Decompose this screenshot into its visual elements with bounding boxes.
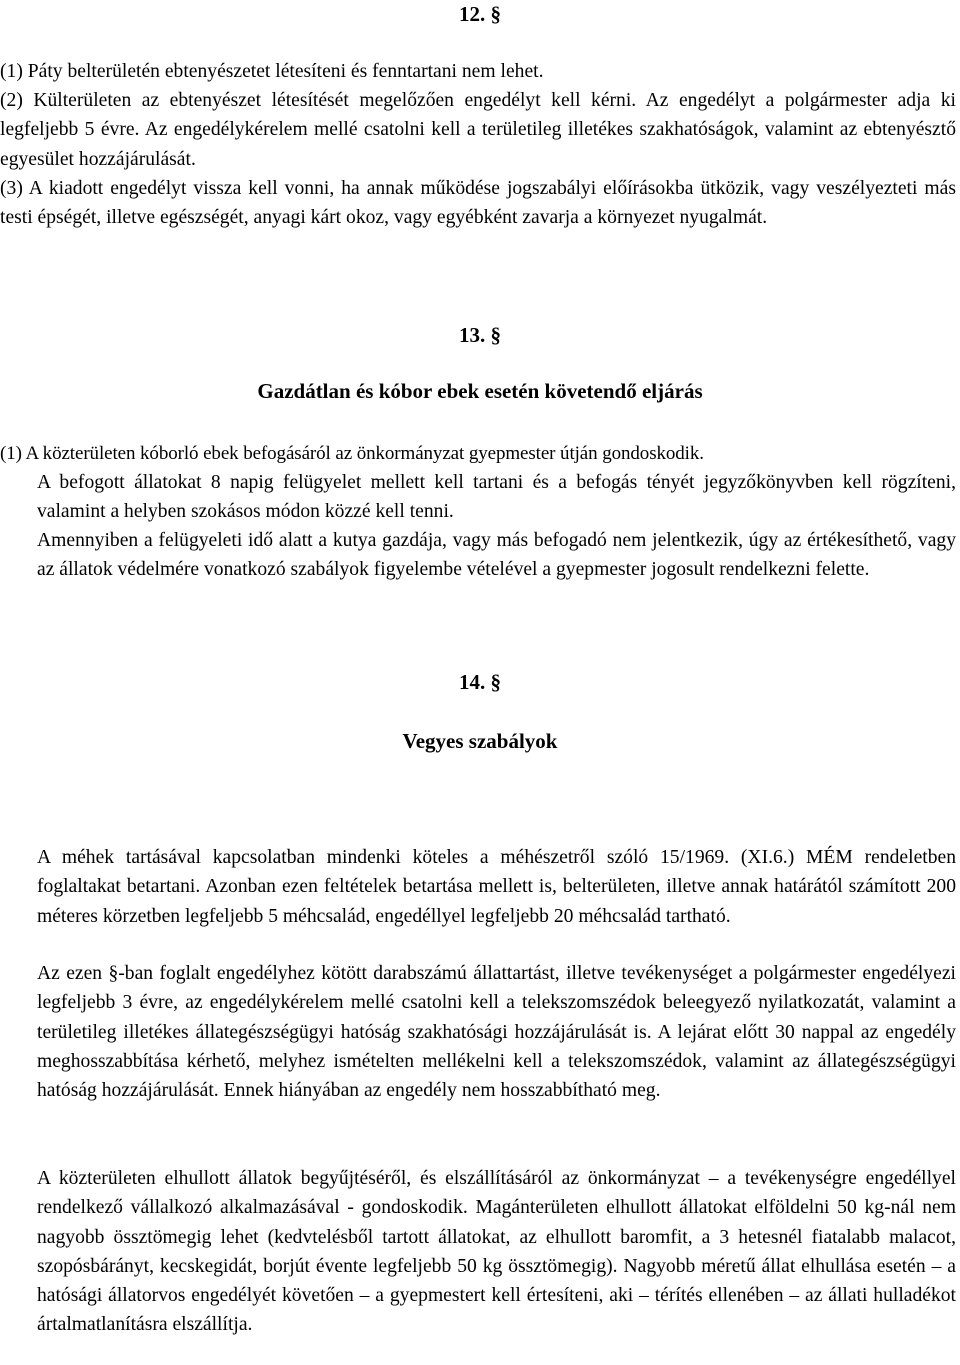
section-13-heading: 13. §	[459, 323, 501, 347]
sec14-paragraph-2	[0, 959, 956, 1105]
sec13-paragraph-2	[0, 468, 956, 527]
paragraph-number	[0, 468, 37, 497]
sec12-paragraph-3: (3) A kiadott engedélyt vissza kell vonni, ha annak működése jogszabályi előírásokba ütközik, vagy veszélyezteti más testi épségét, illetve egészségét, anyagi kárt okoz, vagy egyébként zavarja a környezet nyugalmát.	[0, 178, 956, 229]
paragraph-number	[0, 959, 37, 988]
paragraph-number	[0, 843, 37, 872]
sec13-paragraph-3	[0, 526, 956, 585]
sec12-paragraph-2: (2) Külterületen az ebtenyészet létesítését megelőzően engedélyt kell kérni. Az engedélyt a polgármester adja ki legfeljebb 5 évre. Az engedélykérelem mellé csatolni kell a területileg illetékes szakhatóságok, valamint az ebtenyésztő egyesület hozzájárulását.	[0, 90, 956, 170]
sec12-paragraph-1: (1) Páty belterületén ebtenyészetet létesíteni és fenntartani nem lehet.	[0, 61, 544, 82]
paragraph-text: A közterületen elhullott állatok begyűjtéséről, és elszállításáról az önkormányzat – a tevékenységre engedéllyel rendelkező vállalkozó alkalmazásával - gondoskodik. Magánterületen elhullott állatokat elföldelni 50 kg-nál nem nagyobb össztömegig lehet (kedvtelésből tartott állatokat, az elhullott baromfit, a 3 hetesnél fiatalabb malacot, szopósbárányt, kecskegidát, borjút évente legfeljebb 50 kg össztömegig). Nagyobb méretű állat elhullása esetén – a hatósági állatorvos engedélyét követően – a gyepmestert kell értesíteni, aki – térítés ellenében – az állati hulladékot ártalmatlanításra elszállítja.	[37, 1168, 956, 1336]
sec14-paragraph-3	[0, 1164, 956, 1340]
section-14-title: Vegyes szabályok	[402, 729, 558, 753]
section-13-title: Gazdátlan és kóbor ebek esetén követendő eljárás	[257, 379, 703, 403]
sec13-paragraph-1: (1) A közterületen kóborló ebek befogásáról az önkormányzat gyepmester útján gondoskodik.	[0, 443, 704, 464]
paragraph-text: A méhek tartásával kapcsolatban mindenki köteles a méhészetről szóló 15/1969. (XI.6.) MÉM rendeletben foglaltakat betartani. Azonban ezen feltételek betartása mellett is, belterületen, illetve annak határától számított 200 méteres körzetben legfeljebb 5 méhcsalád, engedéllyel legfeljebb 20 méhcsalád tartható.	[37, 847, 956, 927]
paragraph-text: Az ezen §-ban foglalt engedélyhez kötött darabszámú állattartást, illetve tevékenységet a polgármester engedélyezi legfeljebb 3 évre, az engedélykérelem mellé csatolni kell a telekszomszédok beleegyező nyilatkozatát, valamint a területileg illetékes állategészségügyi hatóság szakhatósági hozzájárulását is. A lejárat előtt 30 nappal az engedély meghosszabbítása kérhető, melyhez ismételten mellékelni kell a telekszomszédok, valamint az állategészségügyi hatóság hozzájárulását. Ennek hiányában az engedély nem hosszabbítható meg.	[37, 963, 956, 1102]
section-14-heading: 14. §	[459, 670, 501, 694]
sec14-paragraph-1	[0, 843, 956, 931]
paragraph-text: Amennyiben a felügyeleti idő alatt a kutya gazdája, vagy más befogadó nem jelentkezik, úgy az értékesíthető, vagy az állatok védelmére vonatkozó szabályok figyelembe vételével a gyepmester jogosult rendelkezni felette.	[37, 530, 956, 581]
paragraph-number	[0, 1164, 37, 1193]
section-12-heading: 12. §	[459, 2, 501, 26]
paragraph-number	[0, 526, 37, 555]
paragraph-text: A befogott állatokat 8 napig felügyelet mellett kell tartani és a befogás tényét jegyzőkönyvben kell rögzíteni, valamint a helyben szokásos módon közzé kell tenni.	[37, 472, 956, 523]
